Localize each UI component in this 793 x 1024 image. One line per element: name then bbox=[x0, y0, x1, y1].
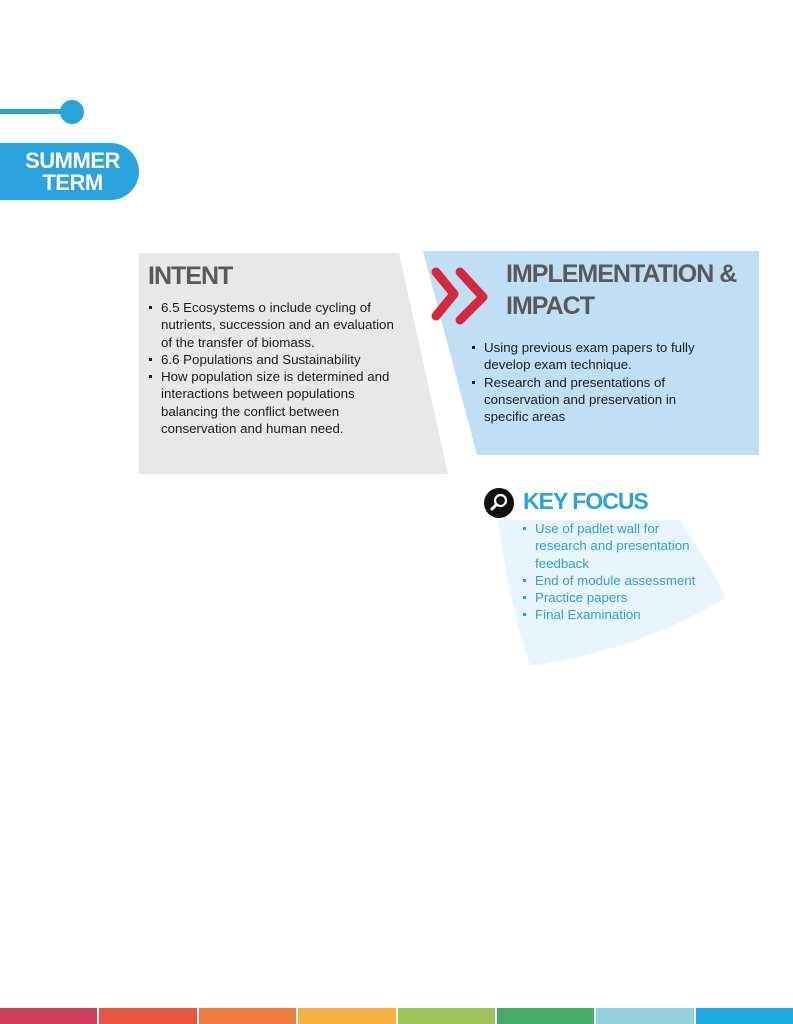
implementation-heading bbox=[506, 258, 736, 322]
term-line-1: SUMMER bbox=[25, 147, 120, 173]
key-focus-list bbox=[521, 520, 711, 624]
magnifier-icon bbox=[484, 488, 514, 518]
implementation-heading-line-2: IMPACT bbox=[506, 292, 594, 320]
footer-segment bbox=[199, 1008, 296, 1024]
list-item: Using previous exam papers to fully develop exam technique. bbox=[470, 339, 720, 374]
footer-segment bbox=[596, 1008, 693, 1024]
footer-color-strip bbox=[0, 1008, 793, 1024]
footer-segment bbox=[0, 1008, 97, 1024]
implementation-list bbox=[470, 339, 720, 425]
list-item: 6.5 Ecosystems o include cycling of nutrients, succession and an evaluation of the transfer of biomass. bbox=[147, 299, 402, 351]
footer-segment bbox=[497, 1008, 594, 1024]
implementation-heading-line-1: IMPLEMENTATION & bbox=[506, 260, 737, 288]
term-line-2: TERM bbox=[42, 169, 103, 195]
intent-heading: INTENT bbox=[148, 262, 233, 290]
list-item: Final Examination bbox=[521, 606, 711, 623]
intent-list bbox=[147, 299, 402, 437]
list-item: How population size is determined and interactions between populations balancing the conflict between conservation and human need. bbox=[147, 368, 391, 437]
list-item: Research and presentations of conservation and preservation in specific areas bbox=[470, 374, 709, 426]
list-item: End of module assessment bbox=[521, 572, 711, 589]
footer-segment bbox=[696, 1008, 793, 1024]
key-focus-heading: KEY FOCUS bbox=[523, 488, 648, 514]
footer-segment bbox=[298, 1008, 395, 1024]
list-item: 6.6 Populations and Sustainability bbox=[147, 351, 402, 368]
footer-segment bbox=[99, 1008, 196, 1024]
list-item: Use of padlet wall for research and presentation feedback bbox=[521, 520, 711, 572]
footer-segment bbox=[398, 1008, 495, 1024]
list-item: Practice papers bbox=[521, 589, 711, 606]
